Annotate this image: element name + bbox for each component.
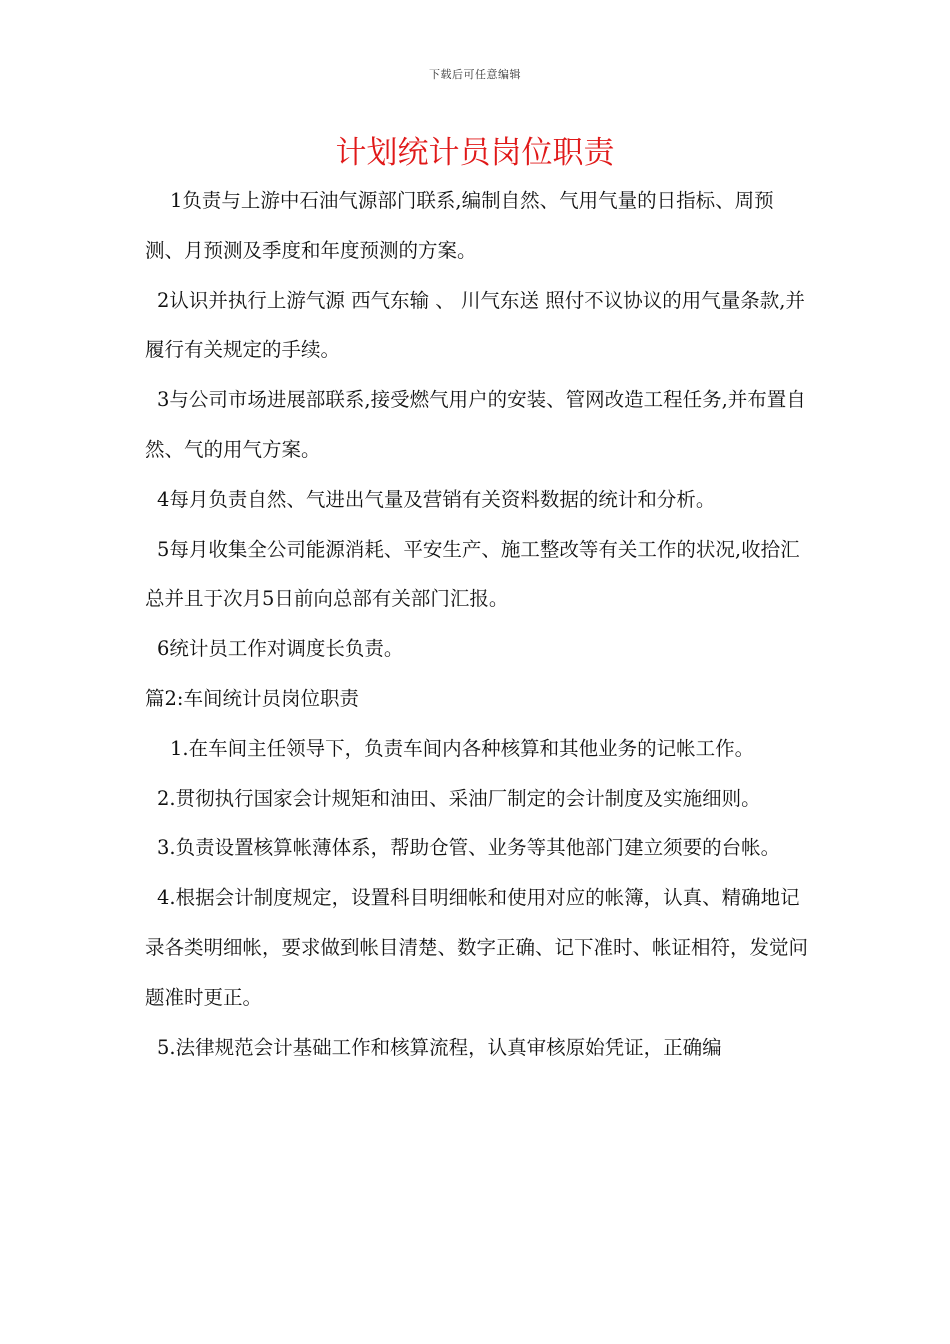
document-body xyxy=(145,176,810,1072)
paragraph-2: 2认识并执行上游气源 西气东输 、 川气东送 照付不议协议的用气量条款,并履行有关规定的手续。 xyxy=(145,288,805,362)
paragraph-11: 5.法律规范会计基础工作和核算流程，认真审核原始凭证，正确编 xyxy=(157,1035,722,1059)
paragraph-6: 6统计员工作对调度长负责。 xyxy=(157,637,404,661)
section-heading: 篇2:车间统计员岗位职责 xyxy=(145,686,359,710)
paragraph-9: 3.负责设置核算帐薄体系，帮助仓管、业务等其他部门建立须要的台帐。 xyxy=(157,836,781,860)
paragraph-5: 5每月收集全公司能源消耗、平安生产、施工整改等有关工作的状况,收拾汇总并且于次月5日前向总部有关部门汇报。 xyxy=(145,537,800,611)
header-note: 下载后可任意编辑 xyxy=(429,68,521,81)
paragraph-10: 4.根据会计制度规定，设置科目明细帐和使用对应的帐簿，认真、精确地记录各类明细帐，要求做到帐目清楚、数字正确、记下准时、帐证相符，发觉问题准时更正。 xyxy=(145,886,809,1009)
paragraph-8: 2.贯彻执行国家会计规矩和油田、采油厂制定的会计制度及实施细则。 xyxy=(157,786,761,810)
paragraph-3: 3与公司市场进展部联系,接受燃气用户的安装、管网改造工程任务,并布置自然、气的用气方案。 xyxy=(145,388,806,461)
paragraph-4: 4每月负责自然、气进出气量及营销有关资料数据的统计和分析。 xyxy=(157,487,716,511)
paragraph-7: 1.在车间主任领导下，负责车间内各种核算和其他业务的记帐工作。 xyxy=(170,736,755,760)
document-title: 计划统计员岗位职责 xyxy=(335,135,615,171)
paragraph-1: 1负责与上游中石油气源部门联系,编制自然、气用气量的日指标、周预测、月预测及季度和年度预测的方案。 xyxy=(145,189,774,262)
